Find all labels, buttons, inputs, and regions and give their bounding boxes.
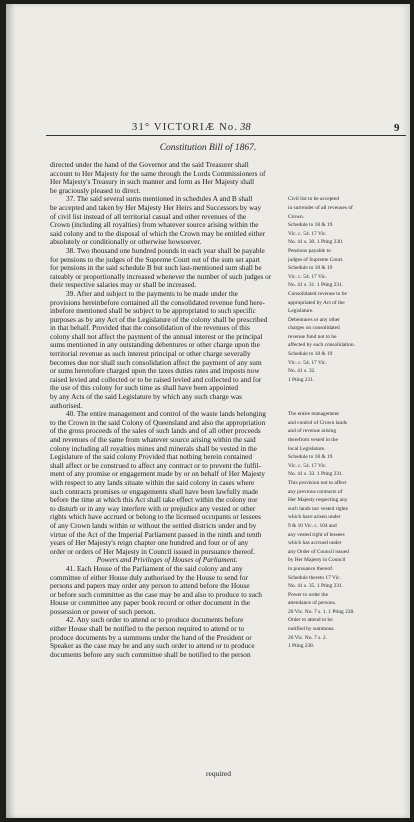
line-text: be accepted and taken by Her Majesty Her Heirs and Successors by way bbox=[50, 203, 262, 212]
margin-note: Schedule to 18 & 19 bbox=[288, 351, 333, 358]
line-text: possession or power of such person. bbox=[50, 607, 156, 616]
margin-note: therefrom vested in the bbox=[288, 437, 338, 443]
line-text: ment of any promise or engagement made by or on behalf of Her Majesty bbox=[50, 470, 265, 479]
text-line bbox=[50, 625, 404, 634]
handwritten-number: 38 bbox=[240, 122, 251, 133]
line-text: 39. After and subject to the payments to be made under the bbox=[66, 289, 238, 298]
text-line bbox=[50, 324, 404, 333]
line-text: inbefore mentioned shall be subject to be appropriated to such specific bbox=[50, 307, 256, 316]
margin-note: any Order of Council issued bbox=[288, 548, 349, 555]
line-text: directed under the hand of the Governor and the said Treasurer shall bbox=[50, 161, 249, 169]
line-text: to the Crown in the said Colony of Queensland and also the appropriation bbox=[50, 418, 266, 427]
line-text: account to Her Majesty for the same through the Lords Commissioners of bbox=[50, 169, 266, 178]
page-subtitle: Constitution Bill of 1867. bbox=[159, 143, 257, 153]
margin-note: any vested right of lessees bbox=[288, 531, 345, 538]
line-text: 40. The entire management and control of the waste lands belonging bbox=[66, 410, 266, 419]
line-text: their respective salaries may or shall be increased. bbox=[50, 281, 197, 290]
margin-note: and of revenue arising bbox=[288, 428, 337, 435]
margin-note: No. 41 s. 30. 1 Pting 230. bbox=[288, 239, 344, 246]
document-page bbox=[6, 4, 410, 818]
text-line bbox=[50, 436, 404, 445]
text-line bbox=[50, 213, 404, 222]
margin-note: local Legislature. bbox=[288, 445, 326, 452]
text-line bbox=[50, 264, 404, 273]
text-line bbox=[50, 195, 404, 204]
text-line bbox=[50, 565, 404, 574]
text-line bbox=[50, 616, 404, 625]
margin-note: Her Majesty respecting any bbox=[288, 497, 348, 504]
text-line bbox=[50, 599, 404, 608]
text-line bbox=[50, 574, 404, 583]
line-text: sums mentioned in any outstanding debentures or other charge upon the bbox=[50, 341, 260, 350]
line-text: of civil list instead of all territorial casual and other revenues of the bbox=[50, 212, 247, 221]
line-text: 37. The said several sums mentioned in schedules A and B shall bbox=[66, 195, 253, 204]
margin-note: revenue fund not to be bbox=[288, 333, 337, 340]
margin-note: 1 Pting 231. bbox=[288, 376, 315, 383]
margin-note: in surrender of all revenues of bbox=[288, 204, 353, 211]
margin-note: Vic. c. 54. 17 Vic. bbox=[288, 462, 327, 469]
text-line bbox=[50, 531, 404, 540]
catchword: required bbox=[206, 769, 231, 778]
margin-note: 20 Vic. No. 7 s. 2. bbox=[288, 634, 327, 641]
margin-note: No. 41 s. 33. 1 Pting 231. bbox=[288, 471, 344, 478]
text-line bbox=[50, 299, 404, 308]
text-line bbox=[50, 410, 404, 419]
line-text: by any Acts of the said Legislature by which any such charge was bbox=[50, 393, 242, 402]
line-text: Crown (including all royalties) from whatever source arising within the bbox=[50, 221, 259, 230]
text-line bbox=[50, 522, 404, 531]
margin-note: notified by summons. bbox=[288, 626, 335, 633]
line-text: rateably or proportionally increased whenever the number of such judges or bbox=[50, 272, 272, 281]
text-line bbox=[50, 488, 404, 497]
running-title bbox=[132, 122, 251, 133]
margin-note: in pursuance thereof. bbox=[288, 565, 334, 572]
text-line bbox=[50, 556, 404, 565]
line-text: or sums heretofore charged upon the taxes duties rates and imposts now bbox=[50, 367, 260, 376]
line-text: before the time at which this Act shall take effect within the colony nor bbox=[50, 496, 258, 505]
text-line bbox=[50, 393, 404, 402]
margin-note: which has accrued under bbox=[288, 540, 342, 547]
page-header bbox=[6, 122, 410, 136]
margin-note: 20 Vic. No. 7 s. 1. 1 Pting 238. bbox=[288, 608, 355, 615]
text-line bbox=[50, 350, 404, 359]
line-text: rights which have accrued or belong to the licensed occupants or lessees bbox=[50, 513, 261, 522]
margin-note: The entire management bbox=[288, 411, 339, 418]
margin-note: Schedule to 18 & 19 bbox=[288, 265, 333, 272]
margin-note: Schedule thereto 17 Vic. bbox=[288, 574, 341, 581]
margin-note: Consolidated revenue to be bbox=[288, 290, 347, 297]
margin-note: This provision not to affect bbox=[288, 479, 347, 486]
text-line bbox=[50, 316, 404, 325]
text-line bbox=[50, 247, 404, 256]
line-text: of the gross proceeds of the sales of such lands and of all other proceeds bbox=[50, 427, 261, 436]
text-line bbox=[50, 402, 404, 411]
margin-note: by Her Majesty in Council bbox=[288, 557, 346, 564]
header-rule bbox=[46, 135, 406, 136]
text-line bbox=[50, 505, 404, 514]
text-line bbox=[50, 651, 404, 660]
line-text: either House shall be notified to the person required to attend or to bbox=[50, 625, 245, 634]
line-text: of any Crown lands within or without the settled districts under and by bbox=[50, 521, 257, 530]
line-text: produce documents by a summons under the hand of the President or bbox=[50, 633, 252, 642]
text-line bbox=[50, 290, 404, 299]
text-line bbox=[50, 591, 404, 600]
line-text: House or committee any paper book record or other document in the bbox=[50, 599, 250, 608]
line-text: Speaker as the case may be and any such order to attend or to produce bbox=[50, 642, 255, 651]
line-text: years of Her Majesty's reign chapter one hundred and four or of any bbox=[50, 539, 249, 548]
section-heading: Powers and Privileges of Houses of Parliament. bbox=[96, 556, 238, 565]
text-line bbox=[50, 470, 404, 479]
margin-note: No. 41 s. 32. bbox=[288, 368, 316, 375]
line-text: with respect to any lands situate within the said colony in cases where bbox=[50, 478, 255, 487]
text-line bbox=[50, 479, 404, 488]
text-line bbox=[50, 221, 404, 230]
text-line bbox=[50, 376, 404, 385]
text-line bbox=[50, 341, 404, 350]
line-text: committee of either House duly authorised by the House to send for bbox=[50, 573, 248, 582]
margin-note: appropriated by Act of the bbox=[288, 299, 345, 306]
text-line bbox=[50, 178, 404, 187]
margin-note: No. 41 s. 35. 1 Pting 231. bbox=[288, 583, 344, 590]
body-text bbox=[50, 161, 404, 659]
text-line bbox=[50, 187, 404, 196]
line-text: colony shall not affect the payment of the annual interest or the principal bbox=[50, 332, 263, 341]
margin-note: any previous contracts of bbox=[288, 488, 343, 495]
text-line bbox=[50, 634, 404, 643]
line-text: said colony and to the disposal of which the Crown may be entitled either bbox=[50, 229, 266, 238]
margin-note: Legislature. bbox=[288, 308, 314, 315]
line-text: absolutely or conditionally or otherwise howsoever. bbox=[50, 238, 202, 247]
text-line bbox=[50, 453, 404, 462]
margin-note: Crown. bbox=[288, 213, 305, 220]
line-text: documents before any such committee shall be notified to the person bbox=[50, 650, 251, 659]
text-line bbox=[50, 445, 404, 454]
line-text: be graciously pleased to direct. bbox=[50, 186, 141, 195]
text-line bbox=[50, 204, 404, 213]
margin-note: attendance of persons. bbox=[288, 600, 337, 607]
margin-note: Schedule to 18 & 19 bbox=[288, 222, 333, 229]
line-text: for pensions in the said schedule B but such last-mentioned sum shall be bbox=[50, 264, 262, 273]
text-line bbox=[50, 307, 404, 316]
margin-note: Vic. c. 54. 17 Vic. bbox=[288, 230, 327, 237]
margin-note: judges of Supreme Court. bbox=[288, 256, 344, 263]
text-line bbox=[50, 462, 404, 471]
line-text: colony including all royalties mines and minerals shall be vested in the bbox=[50, 444, 257, 453]
line-text: Legislature of the said colony Provided that nothing herein contained bbox=[50, 453, 253, 462]
margin-note: Schedule to 18 & 19 bbox=[288, 454, 333, 461]
line-text: 41. Each House of the Parliament of the said colony and any bbox=[66, 564, 243, 573]
margin-note: charges on consolidated bbox=[288, 325, 340, 332]
running-title-text: 31° VICTORIÆ No. bbox=[132, 122, 239, 133]
margin-note: affected by such consolidation. bbox=[288, 342, 355, 349]
text-line bbox=[50, 582, 404, 591]
text-line bbox=[50, 384, 404, 393]
text-line bbox=[50, 513, 404, 522]
line-text: and revenues of the same from whatever source arising within the said bbox=[50, 436, 256, 444]
line-text: persons and papers may order any person to attend before the House bbox=[50, 582, 250, 591]
text-line bbox=[50, 367, 404, 376]
line-text: territorial revenue as such interest principal or other charge severally bbox=[50, 350, 251, 359]
text-line bbox=[50, 333, 404, 342]
margin-note: Vic. c. 54. 17 Vic. bbox=[288, 359, 327, 366]
margin-note: such lands nor vested rights bbox=[288, 505, 348, 512]
line-text: raised levied and collected or to be raised levied and collected to and for bbox=[50, 375, 262, 384]
line-text: 38. Two thousand one hundred pounds in each year shall be payable bbox=[66, 246, 265, 255]
line-text: Her Majesty's Treasury in such manner and form as Her Majesty shall bbox=[50, 178, 255, 187]
margin-note: 9 & 10 Vic. c. 104 and bbox=[288, 522, 337, 529]
line-text: order or orders of Her Majesty in Council issued in pursuance thereof. bbox=[50, 547, 256, 556]
line-text: provisions hereinbefore contained all the consolidated revenue fund here- bbox=[50, 298, 265, 307]
line-text: purposes as by any Act of the Legislature of the colony shall be prescribed bbox=[50, 315, 268, 324]
text-line bbox=[50, 427, 404, 436]
margin-note: Order to attend to be bbox=[288, 617, 333, 624]
margin-note: Power to order the bbox=[288, 591, 328, 598]
text-line bbox=[50, 238, 404, 247]
margin-note: and control of Crown lands bbox=[288, 419, 347, 426]
text-line bbox=[50, 539, 404, 548]
margin-note: 1 Pting 238. bbox=[288, 643, 315, 650]
text-line bbox=[50, 161, 404, 170]
line-text: or before such committee as the case may be and also to produce to such bbox=[50, 590, 262, 599]
line-text: 42. Any such order to attend or to produce documents before bbox=[66, 616, 244, 625]
margin-note: No. 41 s. 31. 1 Pting 231. bbox=[288, 282, 344, 289]
line-text: virtue of the Act of the Imperial Parliament passed in the ninth and tenth bbox=[50, 530, 262, 539]
text-line bbox=[50, 170, 404, 179]
text-line bbox=[50, 359, 404, 368]
text-line bbox=[50, 642, 404, 651]
text-line bbox=[50, 419, 404, 428]
line-text: in that behalf. Provided that the consolidation of the revenues of this bbox=[50, 324, 250, 333]
line-text: such contracts promises or engagements shall have been lawfully made bbox=[50, 487, 259, 496]
text-line bbox=[50, 496, 404, 505]
line-text: for pensions to the judges of the Supreme Court out of the sum set apart bbox=[50, 255, 260, 264]
margin-note: which have arisen under bbox=[288, 514, 341, 521]
text-line bbox=[50, 281, 404, 290]
line-text: to disturb or in any way interfere with or prejudice any vested or other bbox=[50, 504, 256, 513]
text-line bbox=[50, 230, 404, 239]
margin-note: Debentures or any other bbox=[288, 316, 340, 323]
margin-note: Civil list to be accepted bbox=[288, 196, 339, 203]
text-line bbox=[50, 608, 404, 617]
line-text: becomes due nor shall such consolidation affect the payment of any sum bbox=[50, 358, 262, 367]
line-text: shall affect or be construed to affect any contract or to prevent the fulfil- bbox=[50, 461, 262, 470]
text-line bbox=[50, 273, 404, 282]
margin-note: Pensions payable to bbox=[288, 247, 331, 254]
margin-note: Vic. c. 54. 17 Vic. bbox=[288, 273, 327, 280]
text-line bbox=[50, 256, 404, 265]
text-line bbox=[50, 548, 404, 557]
line-text: authorised. bbox=[50, 401, 83, 410]
page-number: 9 bbox=[394, 122, 400, 134]
line-text: the use of this colony for such time as shall have been appointed bbox=[50, 384, 239, 393]
